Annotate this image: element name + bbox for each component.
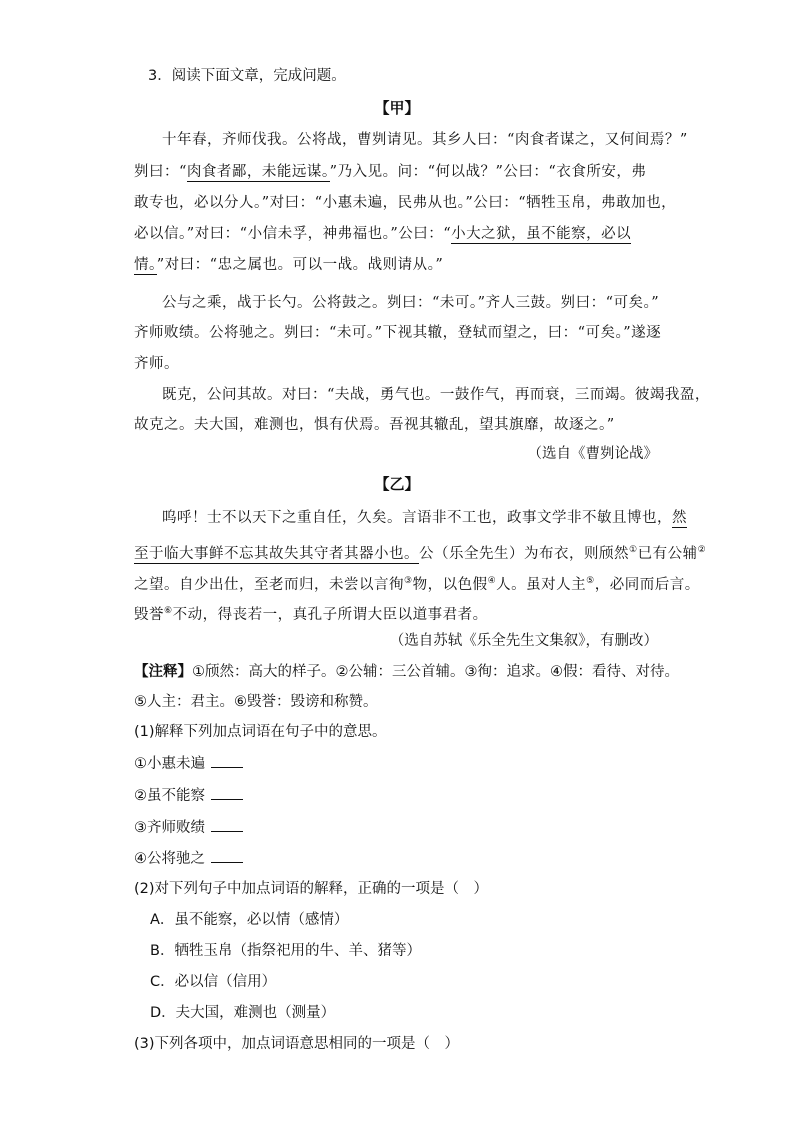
- source-jia: （选自《曹刿论战》: [527, 446, 658, 462]
- q1-stem: (1)解释下列加点词语在句子中的意思。: [134, 724, 387, 740]
- q2-stem: (2)对下列句子中加点词语的解释，正确的一项是（ ）: [134, 881, 489, 897]
- q1-item-3: ③齐师败绩: [134, 818, 243, 838]
- note-marker: ①: [629, 545, 638, 555]
- answer-blank[interactable]: [211, 819, 243, 832]
- note-marker: ⑥: [164, 606, 173, 616]
- underlined-sentence: 情。: [134, 257, 157, 273]
- passage-jia-line-9: 既克，公问其故。对曰：“夫战，勇气也。一鼓作气，再而衰，三而竭。彼竭我盈，: [162, 387, 710, 403]
- passage-jia-line-6: 公与之乘，战于长勺。公将鼓之。刿曰：“未可。”齐人三鼓。刿曰：“可矣。”: [162, 295, 660, 311]
- note-marker: ⑤: [586, 576, 595, 586]
- source-yi: （选自苏轼《乐全先生文集叙》，有删改）: [389, 633, 658, 649]
- passage-jia-line-10: 故克之。夫大国，难测也，惧有伏焉。吾视其辙乱，望其旗靡，故逐之。”: [134, 417, 615, 433]
- q2-option-d[interactable]: D．夫大国，难测也（测量）: [150, 1005, 336, 1021]
- section-heading-yi: 【乙】: [374, 475, 420, 493]
- underlined-sentence: 小大之狱，虽不能察，必以: [451, 226, 632, 242]
- underlined-sentence: 至于临大事鲜不忘其故失其守者其器小也。: [134, 545, 419, 562]
- underlined-sentence: 然: [672, 510, 687, 526]
- note-marker: ③: [404, 576, 413, 586]
- answer-blank[interactable]: [211, 850, 243, 863]
- passage-yi-line-1: 呜呼！士不以天下之重自任，久矣。言语非不工也，政事文学非不敏且博也，然: [162, 510, 687, 526]
- q3-stem: (3)下列各项中，加点词语意思相同的一项是（ ）: [134, 1036, 460, 1052]
- note-marker: ④: [487, 576, 497, 586]
- passage-jia-line-7: 齐师败绩。公将驰之。刿曰：“未可。”下视其辙，登轼而望之，曰：“可矣。”遂逐: [134, 325, 662, 341]
- passage-yi-line-4: 毁誉⑥不动，得丧若一，真孔子所谓大臣以道事君者。: [134, 606, 488, 623]
- passage-jia-line-3: 敢专也，必以分人。”对曰：“小惠未遍，民弗从也。”公曰：“牺牲玉帛，弗敢加也，: [134, 195, 677, 211]
- q1-item-2: ②虽不能察: [134, 786, 243, 806]
- passage-jia-line-8: 齐师。: [134, 356, 179, 372]
- passage-yi-line-2: 至于临大事鲜不忘其故失其守者其器小也。公（乐全先生）为布衣，则颀然①已有公辅②: [134, 545, 707, 562]
- answer-blank[interactable]: [211, 755, 243, 768]
- q2-option-c[interactable]: C．必以信（信用）: [150, 974, 277, 990]
- passage-jia-line-2: 刿曰：“肉食者鄙，未能远谋。”乃入见。问：“何以战？”公曰：“衣食所安，弗: [134, 164, 647, 180]
- q1-item-1: ①小惠未遍: [134, 754, 243, 774]
- passage-jia-line-1: 十年春，齐师伐我。公将战，曹刿请见。其乡人曰：“肉食者谋之，又何间焉？”: [162, 132, 688, 148]
- question-title: 3．阅读下面文章，完成问题。: [148, 68, 346, 84]
- passage-jia-line-5: 情。”对曰：“忠之属也。可以一战。战则请从。”: [134, 257, 444, 273]
- notes-line-2: ⑤人主：君主。⑥毁誉：毁谤和称赞。: [134, 694, 378, 710]
- answer-blank[interactable]: [211, 787, 243, 800]
- q2-option-a[interactable]: A．虽不能察，必以情（感情）: [150, 912, 349, 928]
- notes-line-1: 【注释】①颀然：高大的样子。②公辅：三公首辅。③徇：追求。④假：看待、对待。: [134, 664, 679, 680]
- notes-label: 【注释】: [134, 664, 192, 680]
- q1-item-4: ④公将驰之: [134, 849, 243, 869]
- passage-yi-line-3: 之望。自少出仕，至老而归，未尝以言徇③物，以色假④人。虽对人主⑤，必同而后言。: [134, 576, 700, 593]
- note-marker: ②: [697, 545, 707, 555]
- underlined-sentence: 肉食者鄙，未能远谋。: [186, 164, 330, 180]
- section-heading-jia: 【甲】: [374, 99, 420, 117]
- q2-option-b[interactable]: B．牺牲玉帛（指祭祀用的牛、羊、猪等）: [150, 943, 421, 959]
- passage-jia-line-4: 必以信。”对曰：“小信未孚，神弗福也。”公曰：“小大之狱，虽不能察，必以: [134, 226, 632, 242]
